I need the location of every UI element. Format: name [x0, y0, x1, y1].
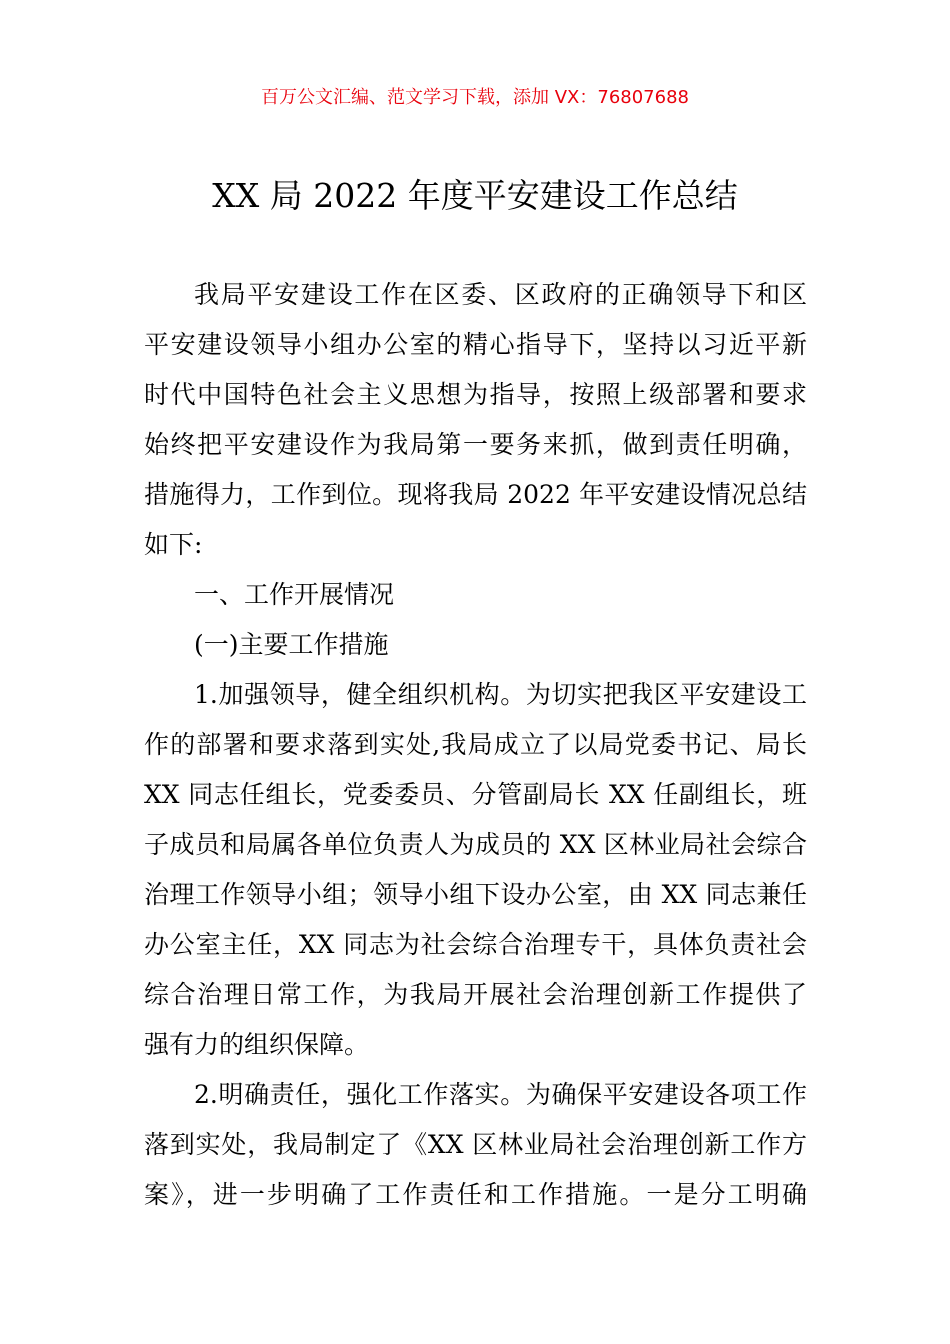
- body-line: 措施得力，工作到位。现将我局 2022 年平安建设情况总结: [144, 480, 807, 509]
- body-line: 我局平安建设工作在区委、区政府的正确领导下和区: [194, 280, 807, 309]
- body-line: 如下:: [144, 530, 203, 559]
- body-line: 子成员和局属各单位负责人为成员的 XX 区林业局社会综合: [144, 830, 807, 859]
- body-line: 强有力的组织保障。: [144, 1030, 370, 1059]
- body-line: 1.加强领导，健全组织机构。为切实把我区平安建设工: [194, 680, 807, 709]
- body-line: 时代中国特色社会主义思想为指导，按照上级部署和要求: [144, 380, 807, 409]
- body-line: 2.明确责任，强化工作落实。为确保平安建设各项工作: [194, 1080, 807, 1109]
- section-heading: 一、工作开展情况: [194, 580, 395, 609]
- body-line: 办公室主任，XX 同志为社会综合治理专干，具体负责社会: [144, 930, 807, 959]
- body-line: 始终把平安建设作为我局第一要务来抓，做到责任明确，: [144, 430, 807, 459]
- body-line: 综合治理日常工作，为我局开展社会治理创新工作提供了: [144, 980, 807, 1009]
- document-body: [144, 270, 807, 1220]
- body-line: 作的部署和要求落到实处,我局成立了以局党委书记、局长: [144, 730, 807, 759]
- body-line: 平安建设领导小组办公室的精心指导下，坚持以习近平新: [144, 330, 807, 359]
- subsection-heading: (一)主要工作措施: [194, 630, 389, 659]
- body-line: 落到实处，我局制定了《XX 区林业局社会治理创新工作方: [144, 1130, 807, 1159]
- document-title: XX 局 2022 年度平安建设工作总结: [212, 176, 738, 215]
- body-line: 案》，进一步明确了工作责任和工作措施。一是分工明确: [144, 1180, 807, 1209]
- watermark-header: 百万公文汇编、范文学习下载，添加 VX：76807688: [261, 87, 689, 108]
- body-line: XX 同志任组长，党委委员、分管副局长 XX 任副组长，班: [144, 780, 807, 809]
- body-line: 治理工作领导小组；领导小组下设办公室，由 XX 同志兼任: [144, 880, 807, 909]
